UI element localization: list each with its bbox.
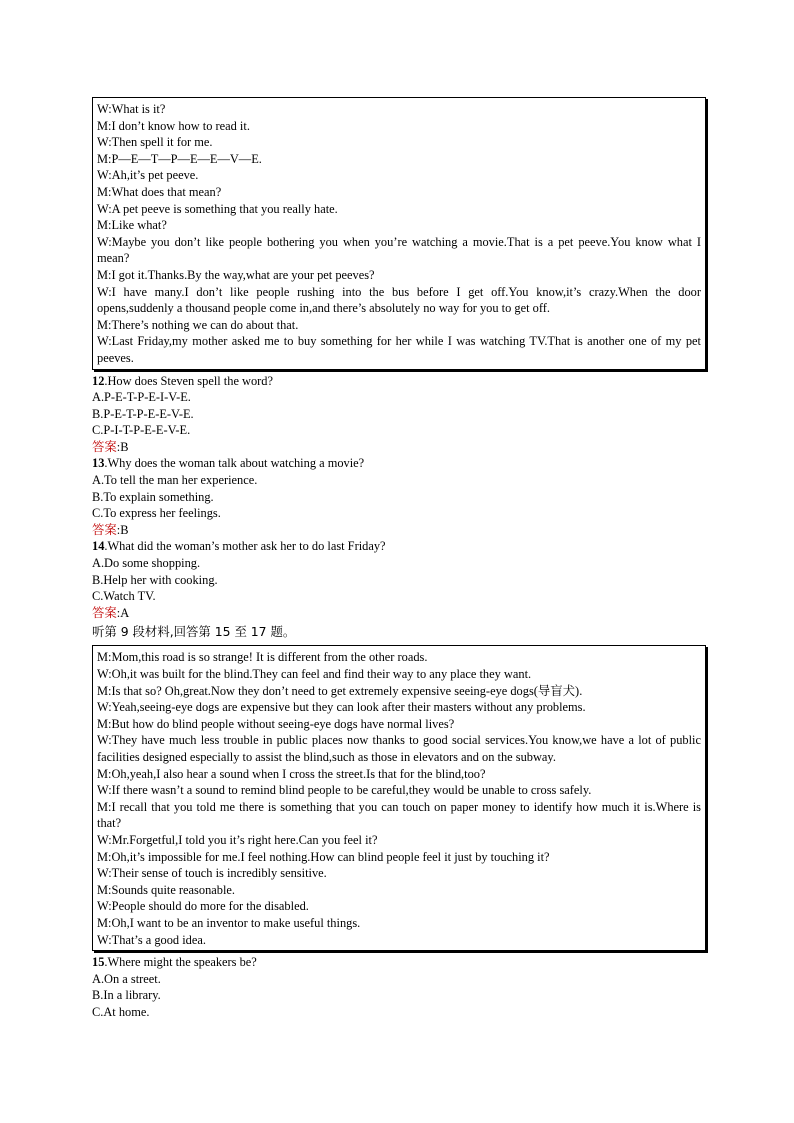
dialogue-line: M:Sounds quite reasonable. <box>97 882 235 897</box>
dialogue-line: M:Oh,yeah,I also hear a sound when I cross the street.Is that for the blind,too? <box>97 766 486 781</box>
answer-option: A.P-E-T-P-E-I-V-E. <box>92 390 191 405</box>
question-number: 15 <box>92 955 105 970</box>
document-page <box>92 97 708 1020</box>
answer-option: B.To explain something. <box>92 489 214 504</box>
dialogue-line: W:Maybe you don’t like people bothering you when you’re watching a movie.That is a pet peeve.You know what I mean? <box>97 234 705 266</box>
question-text: .What did the woman’s mother ask her to do last Friday? <box>104 539 386 554</box>
question-number: 13 <box>92 456 105 471</box>
dialogue-line: M:There’s nothing we can do about that. <box>97 317 299 332</box>
dialogue-line: M:Is that so? Oh,great.Now they don’t need to get extremely expensive seeing-eye dogs(导盲犬). <box>97 683 583 698</box>
dialogue-line: W:I have many.I don’t like people rushing into the bus before I get off.You know,it’s crazy.When the door opens,suddenly a thousand people come in,and there’s absolutely no way for you to get off. <box>97 284 705 316</box>
dialogue-box-2 <box>92 645 706 951</box>
answer-option: C.At home. <box>92 1004 150 1019</box>
question-stem <box>92 954 708 971</box>
answer-value: :B <box>116 439 129 454</box>
dialogue-line: W:Mr.Forgetful,I told you it’s right here.Can you feel it? <box>97 832 378 847</box>
question-text: .Why does the woman talk about watching a movie? <box>104 456 365 471</box>
answer-option: A.On a street. <box>92 971 161 986</box>
dialogue-line: W:Then spell it for me. <box>97 135 213 150</box>
answer-option: C.Watch TV. <box>92 589 156 604</box>
answer-label: 答案 <box>92 605 117 620</box>
dialogue-line: W:Yeah,seeing-eye dogs are expensive but they can look after their masters without any problems. <box>97 700 586 715</box>
answer-key <box>92 522 708 539</box>
dialogue-line: W:Ah,it’s pet peeve. <box>97 168 199 183</box>
answer-key <box>92 439 708 456</box>
question-number: 12 <box>92 373 105 388</box>
answer-value: :B <box>116 522 129 537</box>
answer-option: A.To tell the man her experience. <box>92 473 258 488</box>
dialogue-line: M:But how do blind people without seeing-eye dogs have normal lives? <box>97 716 455 731</box>
answer-option: B.Help her with cooking. <box>92 572 218 587</box>
dialogue-line: M:Like what? <box>97 218 167 233</box>
question-group-1 <box>92 373 708 622</box>
question-group-2 <box>92 954 708 1020</box>
dialogue-box-1 <box>92 97 706 370</box>
answer-label: 答案 <box>92 439 117 454</box>
dialogue-line: W:That’s a good idea. <box>97 932 206 947</box>
dialogue-line: W:Their sense of touch is incredibly sensitive. <box>97 866 327 881</box>
question-text: .How does Steven spell the word? <box>104 373 274 388</box>
answer-key <box>92 605 708 622</box>
dialogue-line: M:What does that mean? <box>97 184 222 199</box>
dialogue-line: M:I don’t know how to read it. <box>97 118 250 133</box>
dialogue-line: M:Oh,I want to be an inventor to make useful things. <box>97 915 361 930</box>
section-heading: 听第 9 段材料,回答第 15 至 17 题。 <box>92 624 296 640</box>
answer-value: :A <box>116 605 130 620</box>
dialogue-line: W:People should do more for the disabled. <box>97 899 309 914</box>
question-number: 14 <box>92 539 105 554</box>
dialogue-line: W:Last Friday,my mother asked me to buy something for her while I was watching TV.That is another one of my pet peeves. <box>97 334 705 365</box>
answer-option: C.To express her feelings. <box>92 506 221 521</box>
answer-option: B.In a library. <box>92 988 161 1003</box>
dialogue-line: W:What is it? <box>97 102 166 116</box>
answer-option: C.P-I-T-P-E-E-V-E. <box>92 423 191 438</box>
dialogue-line: M:Mom,this road is so strange! It is different from the other roads. <box>97 650 428 665</box>
dialogue-line: W:They have much less trouble in public places now thanks to good social services.You know,we have a lot of public facilities designed especially to assist the blind,such as those in elevators and on the subway. <box>97 733 705 764</box>
dialogue-line: M:I recall that you told me there is something that you can touch on paper money to identify how much it is.Where is that? <box>97 799 705 831</box>
answer-option: B.P-E-T-P-E-E-V-E. <box>92 406 194 421</box>
answer-label: 答案 <box>92 522 117 537</box>
answer-option: A.Do some shopping. <box>92 556 201 571</box>
dialogue-line: M:P—E—T—P—E—E—V—E. <box>97 151 262 166</box>
dialogue-line: W:A pet peeve is something that you really hate. <box>97 201 338 216</box>
question-stem <box>92 455 708 472</box>
question-stem <box>92 538 708 555</box>
question-stem <box>92 373 708 390</box>
dialogue-line: W:If there wasn’t a sound to remind blind people to be careful,they would be unable to cross safely. <box>97 783 592 798</box>
question-text: .Where might the speakers be? <box>104 955 257 970</box>
dialogue-line: M:Oh,it’s impossible for me.I feel nothing.How can blind people feel it just by touching it? <box>97 849 550 864</box>
dialogue-line: M:I got it.Thanks.By the way,what are your pet peeves? <box>97 267 375 282</box>
dialogue-line: W:Oh,it was built for the blind.They can feel and find their way to any place they want. <box>97 667 532 681</box>
